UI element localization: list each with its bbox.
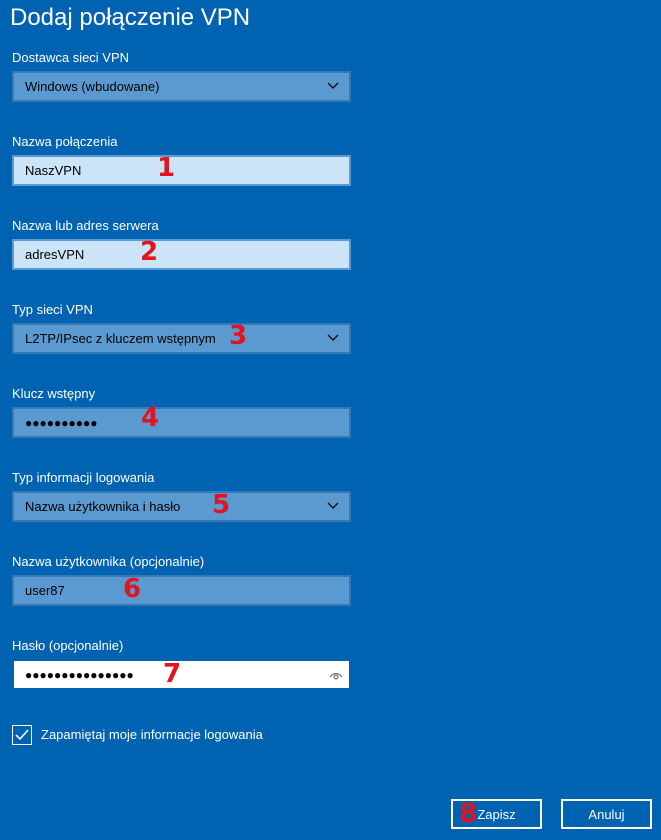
step-marker-3: 3 (229, 321, 248, 351)
username-label: Nazwa użytkownika (opcjonalnie) (12, 554, 205, 569)
provider-label: Dostawca sieci VPN (12, 50, 130, 65)
checkmark-icon (13, 726, 31, 744)
server-label: Nazwa lub adres serwera (12, 218, 159, 233)
step-marker-7: 7 (163, 659, 182, 689)
cancel-button-label: Anuluj (588, 806, 625, 822)
username-value: user87 (25, 583, 65, 598)
step-marker-1: 1 (157, 153, 176, 183)
vpn-type-value: L2TP/IPsec z kluczem wstępnym (25, 331, 216, 346)
provider-select[interactable] (12, 71, 351, 102)
save-button-label: Zapisz (477, 806, 516, 822)
cancel-button[interactable] (561, 799, 652, 829)
connection-name-value: NaszVPN (25, 163, 82, 178)
remember-checkbox[interactable] (12, 725, 32, 745)
connection-name-label: Nazwa połączenia (12, 134, 118, 149)
chevron-down-icon (327, 81, 339, 91)
preshared-key-label: Klucz wstępny (12, 386, 96, 401)
step-marker-4: 4 (141, 403, 160, 433)
dialog-title: Dodaj połączenie VPN (10, 4, 251, 31)
signin-type-value: Nazwa użytkownika i hasło (25, 499, 181, 514)
remember-label: Zapamiętaj moje informacje logowania (41, 727, 263, 742)
step-marker-6: 6 (123, 574, 142, 604)
password-value: ●●●●●●●●●●●●●●● (25, 667, 134, 682)
connection-name-input[interactable] (12, 155, 351, 186)
signin-type-select[interactable] (12, 491, 351, 522)
chevron-down-icon (327, 333, 339, 343)
chevron-down-icon (327, 501, 339, 511)
password-label: Hasło (opcjonalnie) (12, 638, 124, 653)
server-input[interactable] (12, 239, 351, 270)
vpn-type-label: Typ sieci VPN (12, 302, 93, 317)
password-input[interactable] (12, 659, 351, 690)
signin-type-label: Typ informacji logowania (12, 470, 155, 485)
step-marker-2: 2 (140, 237, 159, 267)
preshared-key-value: ●●●●●●●●●● (25, 415, 98, 430)
vpn-type-select[interactable] (12, 323, 351, 354)
preshared-key-input[interactable] (12, 407, 351, 438)
reveal-password-icon[interactable] (329, 669, 343, 681)
step-marker-8: 8 (459, 799, 478, 829)
username-input[interactable] (12, 575, 351, 606)
provider-value: Windows (wbudowane) (25, 79, 160, 94)
server-value: adresVPN (25, 247, 85, 262)
step-marker-5: 5 (212, 490, 231, 520)
